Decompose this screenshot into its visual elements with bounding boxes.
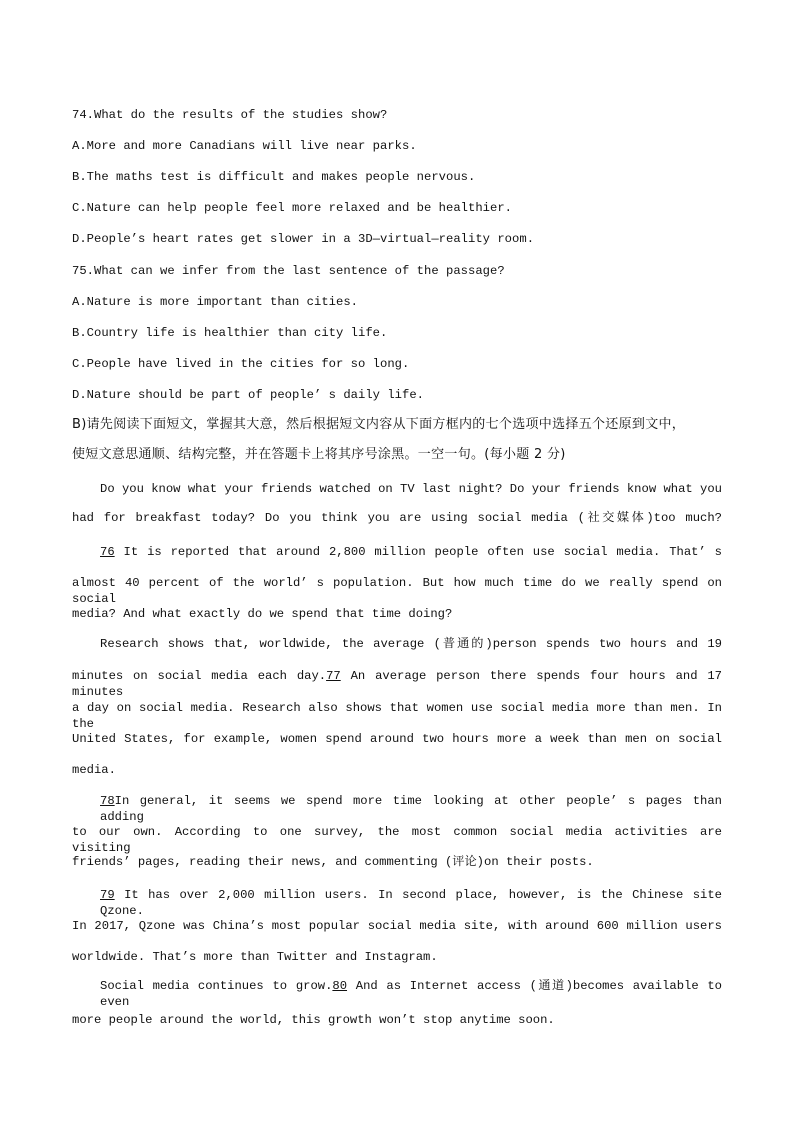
question-74-option-c: C.Nature can help people feel more relaxed and be healthier. (72, 201, 513, 215)
passage-p2-line-1-text: It is reported that around 2,800 million people often use social media. That’ s (114, 545, 722, 559)
passage-p6-line-2: more people around the world, this growth won’t stop anytime soon. (72, 1013, 555, 1027)
passage-p4-line-3: friends’ pages, reading their news, and commenting (评论)on their posts. (72, 855, 594, 869)
question-74-stem: 74.What do the results of the studies show? (72, 108, 388, 122)
question-74-option-b: B.The maths test is difficult and makes people nervous. (72, 170, 476, 184)
blank-77: 77 (326, 669, 341, 683)
passage-p6-line-1b: And as Internet access (通道)becomes available to even (100, 979, 722, 1009)
blank-76: 76 (100, 545, 115, 559)
passage-p5-line-1 (100, 887, 722, 919)
blank-80: 80 (332, 979, 348, 993)
question-75-option-b: B.Country life is healthier than city life. (72, 326, 388, 340)
passage-p5-line-1-text: It has over 2,000 million users. In second place, however, is the Chinese site Qzone. (100, 888, 722, 918)
passage-p2-line-3: media? And what exactly do we spend that time doing? (72, 607, 453, 621)
blank-78: 78 (100, 794, 115, 808)
passage-p4-line-1 (100, 793, 722, 825)
passage-p3-line-1: Research shows that, worldwide, the average (普通的)person spends two hours and 19 (100, 637, 722, 651)
passage-p5-line-2: In 2017, Qzone was China’s most popular social media site, with around 600 million users (72, 919, 722, 933)
passage-p6-line-1 (100, 978, 722, 1010)
question-74-option-a: A.More and more Canadians will live near parks. (72, 139, 417, 153)
section-b-instruction-line-2: 使短文意思通顺、结构完整，并在答题卡上将其序号涂黑。一空一句。(每小题 2 分) (72, 447, 566, 462)
passage-p3-line-5: media. (72, 763, 116, 777)
passage-p4-line-1-text: In general, it seems we spend more time looking at other people’ s pages than adding (100, 794, 722, 824)
question-75-option-d: D.Nature should be part of people’ s daily life. (72, 388, 425, 402)
passage-p3-line-2a: minutes on social media each day. (72, 669, 327, 683)
passage-p2-line-2: almost 40 percent of the world’ s population. But how much time do we really spend on social (72, 576, 722, 606)
question-75-option-a: A.Nature is more important than cities. (72, 295, 359, 309)
blank-79: 79 (100, 888, 115, 902)
passage-p5-line-3: worldwide. That’s more than Twitter and Instagram. (72, 950, 438, 964)
passage-p3-line-2 (72, 668, 722, 700)
passage-p3-line-4: United States, for example, women spend around two hours more a week than men on social (72, 732, 722, 746)
question-75-option-c: C.People have lived in the cities for so long. (72, 357, 410, 371)
question-74-option-d: D.People’s heart rates get slower in a 3D—virtual—reality room. (72, 232, 535, 246)
passage-p4-line-2: to our own. According to one survey, the most common social media activities are visiting (72, 825, 722, 855)
passage-p2-line-1 (100, 544, 722, 560)
passage-p6-line-1a: Social media continues to grow. (100, 979, 333, 993)
question-75-stem: 75.What can we infer from the last sentence of the passage? (72, 264, 505, 278)
passage-p1-line-1: Do you know what your friends watched on TV last night? Do your friends know what you (100, 482, 722, 496)
section-b-instruction-line-1: B)请先阅读下面短文，掌握其大意，然后根据短文内容从下面方框内的七个选项中选择五个还原到文中， (72, 417, 686, 432)
passage-p1-line-2: had for breakfast today? Do you think you are using social media (社交媒体)too much? (72, 511, 722, 525)
passage-p3-line-2b: An average person there spends four hours and 17 minutes (72, 669, 722, 699)
passage-p3-line-3: a day on social media. Research also shows that women use social media more than men. In the (72, 701, 722, 731)
